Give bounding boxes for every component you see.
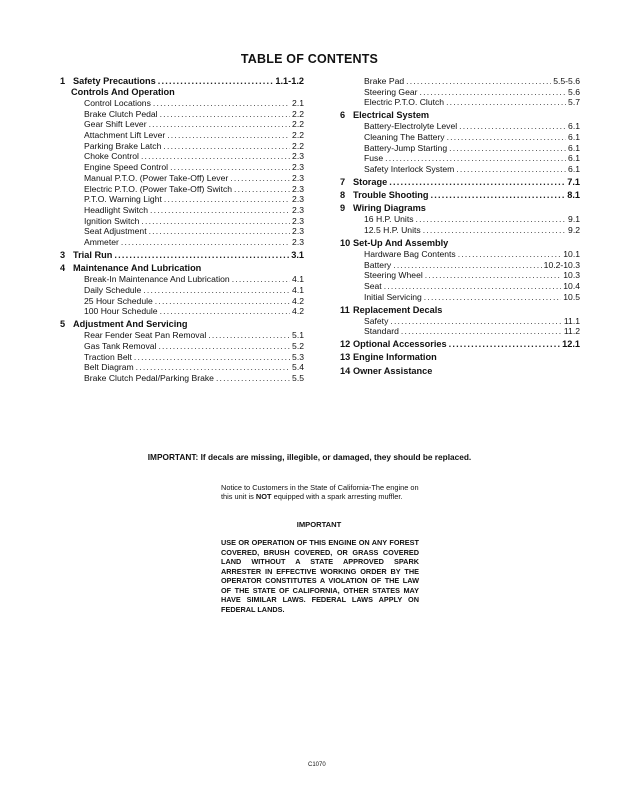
toc-section	[340, 305, 580, 316]
page-number: 2.1	[292, 97, 304, 108]
page-number: 2.3	[292, 237, 304, 248]
toc-section	[340, 238, 580, 249]
dot-leader	[153, 98, 290, 109]
page-number: 2.2	[292, 108, 304, 119]
toc-subentry	[60, 173, 304, 184]
toc-subentry	[60, 306, 304, 317]
dot-leader	[160, 109, 290, 120]
page-number: 2.2	[292, 140, 304, 151]
toc-subentry	[60, 330, 304, 341]
dot-leader	[149, 226, 290, 237]
toc-subentry	[60, 296, 304, 307]
toc-subentry	[60, 362, 304, 373]
page-number: 2.3	[292, 151, 304, 162]
page-number: 2.3	[292, 204, 304, 215]
section-number: 14	[340, 365, 351, 376]
page-number: 5.2	[292, 340, 304, 351]
dot-leader	[447, 132, 566, 143]
page-number: 10.2-10.3	[543, 259, 580, 270]
entry-label: Safety Precautions	[73, 76, 156, 86]
toc-section	[340, 352, 580, 363]
page-number: 2.2	[292, 119, 304, 130]
entry-label: Seat Adjustment	[84, 226, 147, 237]
page-number: 2.3	[292, 226, 304, 237]
toc-section	[340, 203, 580, 214]
dot-leader	[393, 260, 541, 271]
dot-leader	[158, 76, 274, 87]
dot-leader	[149, 119, 290, 130]
dot-leader	[141, 216, 290, 227]
toc-section	[340, 110, 580, 121]
notice-emphasis: NOT	[255, 492, 272, 502]
entry-label: Seat	[364, 281, 382, 292]
dot-leader	[232, 274, 290, 285]
toc-subentry	[60, 274, 304, 285]
notice-text-before: Notice to Customers in the State of California-The engine on this unit is	[221, 483, 419, 502]
dot-leader	[160, 306, 290, 317]
dot-leader	[385, 153, 566, 164]
dot-leader	[143, 285, 290, 296]
entry-label: Set-Up And Assembly	[353, 237, 449, 248]
entry-label: Adjustment And Servicing	[73, 318, 188, 329]
entry-label: Daily Schedule	[84, 284, 142, 295]
entry-label: Engine Speed Control	[84, 162, 169, 173]
section-number: 11	[340, 304, 350, 315]
entry-label: Brake Pad	[364, 76, 405, 86]
entry-label: Steering Wheel	[364, 270, 423, 281]
entry-label: Electric P.T.O. (Power Take-Off) Switch	[84, 183, 233, 194]
page-number: 2.2	[292, 130, 304, 141]
entry-label: Choke Control	[84, 151, 139, 162]
page-number: 10.1	[563, 249, 580, 260]
entry-label: Safety Interlock System	[364, 164, 455, 175]
dot-leader	[150, 205, 290, 216]
page-number: 6.1	[568, 121, 580, 132]
entry-label: P.T.O. Warning Light	[84, 194, 162, 205]
toc-left-column	[60, 76, 304, 384]
entry-label: Cleaning The Battery	[364, 132, 445, 143]
toc-subentry	[340, 87, 580, 98]
entry-label: Wiring Diagrams	[353, 203, 426, 214]
entry-label: Traction Belt	[84, 351, 132, 362]
entry-label: Battery-Jump Starting	[364, 142, 448, 153]
page-number: 6.1	[568, 132, 580, 143]
toc-subentry	[340, 316, 580, 327]
page-number: 9.2	[568, 225, 580, 236]
entry-label: Ignition Switch	[84, 215, 140, 226]
dot-leader	[431, 190, 566, 201]
entry-label: Initial Servicing	[364, 291, 422, 302]
toc-section	[60, 263, 304, 274]
page-number: 4.1	[292, 284, 304, 295]
toc-subentry	[60, 109, 304, 120]
section-number: 6	[340, 110, 346, 121]
entry-label: Engine Information	[353, 352, 437, 363]
toc-subentry	[60, 341, 304, 352]
entry-label: Trial Run	[73, 249, 113, 260]
california-notice	[221, 483, 421, 501]
entry-label: Battery	[364, 259, 392, 270]
dot-leader	[456, 164, 566, 175]
page-number: 5.6	[568, 86, 580, 97]
toc-subentry	[340, 249, 580, 260]
toc-subentry	[340, 97, 580, 108]
page-number: 8.1	[567, 190, 580, 201]
dot-leader	[420, 87, 567, 98]
page-number: 5.5	[292, 372, 304, 383]
page-number: 4.2	[292, 306, 304, 317]
dot-leader	[163, 141, 290, 152]
toc-subentry	[340, 225, 580, 236]
toc-subentry	[60, 130, 304, 141]
toc-subentry	[340, 121, 580, 132]
entry-label: Belt Diagram	[84, 362, 134, 373]
section-number: 7	[340, 176, 346, 187]
page-number: 10.3	[563, 270, 580, 281]
page-number: 5.3	[292, 351, 304, 362]
dot-leader	[423, 225, 566, 236]
page-number: 11.2	[563, 326, 580, 337]
section-number: 8	[340, 190, 346, 201]
page-number: 10.4	[563, 281, 580, 292]
section-number: 10	[340, 237, 351, 248]
spark-arrester-warning: USE OR OPERATION OF THIS ENGINE ON ANY FOREST COVERED, BRUSH COVERED, OR GRASS COVERED LAND WITHOUT A STATE APPROVED SPARK ARRESTER IN EFFECTIVE WORKING ORDER BY THE OPERATOR CONSTITUTES A VIOLATION OF THE LAW OF THE STATE OF CALIFORNIA, OTHER STATES MAY HAVE SIMILAR LAWS. FEDERAL LAWS APPLY ON FEDERAL LANDS.	[221, 538, 419, 614]
page-number: 6.1	[568, 153, 580, 164]
toc-subentry	[60, 373, 304, 384]
entry-label: Safety	[364, 315, 389, 326]
entry-label: 12.5 H.P. Units	[364, 225, 421, 236]
entry-label: 25 Hour Schedule	[84, 295, 153, 306]
toc-subentry	[60, 216, 304, 227]
toc-subentry	[60, 226, 304, 237]
entry-label: Battery-Electrolyte Level	[364, 121, 458, 132]
entry-label: Ammeter	[84, 237, 119, 248]
page-number: 11.1	[563, 315, 580, 326]
important-decals-note: IMPORTANT: If decals are missing, illegible, or damaged, they should be replaced.	[147, 452, 472, 462]
toc-subentry	[60, 352, 304, 363]
dot-leader	[390, 316, 562, 327]
toc-subentry	[60, 141, 304, 152]
entry-label: Maintenance And Lubrication	[73, 262, 202, 273]
entry-label: Break-In Maintenance And Lubrication	[84, 274, 230, 285]
dot-leader	[208, 330, 290, 341]
page-number: 5.5-5.6	[553, 76, 580, 86]
toc-section	[340, 339, 580, 350]
toc-subentry	[340, 281, 580, 292]
entry-label: Brake Clutch Pedal/Parking Brake	[84, 372, 214, 383]
section-number: 5	[60, 318, 66, 329]
toc-section	[340, 177, 580, 188]
toc-subentry	[60, 194, 304, 205]
toc-subentry	[340, 143, 580, 154]
dot-leader	[134, 352, 290, 363]
toc-subentry	[340, 153, 580, 164]
section-number: 1	[60, 76, 66, 86]
dot-leader	[459, 121, 566, 132]
dot-leader	[401, 326, 562, 337]
toc-subentry	[340, 214, 580, 225]
toc-section	[60, 250, 304, 261]
toc-subentry	[340, 326, 580, 337]
toc-subentry	[340, 292, 580, 303]
dot-leader	[158, 341, 290, 352]
section-number: 4	[60, 262, 66, 273]
entry-label: Standard	[364, 326, 399, 337]
toc-subentry	[60, 162, 304, 173]
toc-subentry	[340, 270, 580, 281]
toc-subentry	[60, 98, 304, 109]
page-number: 7.1	[567, 176, 580, 187]
dot-leader	[216, 373, 290, 384]
dot-leader	[449, 143, 566, 154]
dot-leader	[389, 177, 565, 188]
entry-label: Owner Assistance	[353, 365, 433, 376]
toc-subentry	[340, 76, 580, 87]
dot-leader	[136, 362, 290, 373]
entry-label: 16 H.P. Units	[364, 214, 414, 225]
document-code: C1070	[308, 762, 326, 768]
toc-subentry	[340, 132, 580, 143]
page-number: 3.1	[291, 249, 304, 260]
dot-leader	[449, 339, 560, 350]
toc-subentry	[60, 119, 304, 130]
dot-leader	[155, 296, 290, 307]
dot-leader	[164, 194, 290, 205]
toc-subentry	[340, 260, 580, 271]
entry-label: Fuse	[364, 153, 384, 164]
page-number: 9.1	[568, 214, 580, 225]
toc-section-heading	[60, 87, 304, 98]
entry-label: Optional Accessories	[353, 339, 447, 350]
entry-label: Storage	[353, 176, 388, 187]
entry-label: Parking Brake Latch	[84, 140, 162, 151]
dot-leader	[141, 151, 290, 162]
page-number: 5.7	[568, 97, 580, 108]
entry-label: Control Locations	[84, 97, 151, 108]
dot-leader	[424, 292, 561, 303]
dot-leader	[406, 76, 551, 87]
page-number: 2.3	[292, 183, 304, 194]
dot-leader	[425, 270, 562, 281]
toc-subentry	[60, 184, 304, 195]
page-number: 2.3	[292, 194, 304, 205]
page-number: 4.2	[292, 295, 304, 306]
entry-label: Rear Fender Seat Pan Removal	[84, 330, 207, 341]
toc-section	[60, 76, 304, 87]
page-title: TABLE OF CONTENTS	[240, 52, 379, 66]
section-number: 3	[60, 249, 66, 260]
important-heading: IMPORTANT	[296, 520, 342, 529]
section-number: 13	[340, 352, 351, 363]
page-number: 2.3	[292, 215, 304, 226]
entry-label: Controls And Operation	[71, 87, 175, 98]
toc-subentry	[340, 164, 580, 175]
dot-leader	[170, 162, 290, 173]
entry-label: Hardware Bag Contents	[364, 249, 456, 260]
section-number: 12	[340, 339, 351, 350]
page-number: 6.1	[568, 142, 580, 153]
page-number: 12.1	[562, 339, 580, 350]
toc-subentry	[60, 237, 304, 248]
entry-label: Electric P.T.O. Clutch	[364, 97, 445, 108]
dot-leader	[121, 237, 290, 248]
toc-subentry	[60, 151, 304, 162]
entry-label: Replacement Decals	[353, 304, 443, 315]
entry-label: Electrical System	[353, 110, 430, 121]
dot-leader	[114, 250, 289, 261]
entry-label: Headlight Switch	[84, 204, 149, 215]
toc-subentry	[60, 205, 304, 216]
toc-section	[60, 319, 304, 330]
section-number: 9	[340, 203, 346, 214]
dot-leader	[384, 281, 562, 292]
dot-leader	[230, 173, 290, 184]
toc-subentry	[60, 285, 304, 296]
dot-leader	[446, 97, 566, 108]
dot-leader	[416, 214, 567, 225]
entry-label: Trouble Shooting	[353, 190, 429, 201]
toc-section	[340, 190, 580, 201]
page-number: 2.3	[292, 162, 304, 173]
dot-leader	[167, 130, 290, 141]
entry-label: 100 Hour Schedule	[84, 306, 158, 317]
entry-label: Gas Tank Removal	[84, 340, 157, 351]
entry-label: Brake Clutch Pedal	[84, 108, 158, 119]
page-number: 5.4	[292, 362, 304, 373]
entry-label: Attachment Lift Lever	[84, 130, 166, 141]
dot-leader	[234, 184, 290, 195]
page-number: 1.1-1.2	[275, 76, 304, 86]
dot-leader	[458, 249, 562, 260]
notice-text-after: equipped with a spark arresting muffler.	[271, 492, 403, 502]
entry-label: Steering Gear	[364, 86, 418, 97]
page-number: 4.1	[292, 274, 304, 285]
toc-right-column	[340, 76, 580, 377]
entry-label: Manual P.T.O. (Power Take-Off) Lever	[84, 172, 229, 183]
entry-label: Gear Shift Lever	[84, 119, 147, 130]
page-number: 6.1	[568, 164, 580, 175]
toc-section	[340, 366, 580, 377]
page-number: 2.3	[292, 172, 304, 183]
page-number: 10.5	[563, 291, 580, 302]
page-number: 5.1	[292, 330, 304, 341]
